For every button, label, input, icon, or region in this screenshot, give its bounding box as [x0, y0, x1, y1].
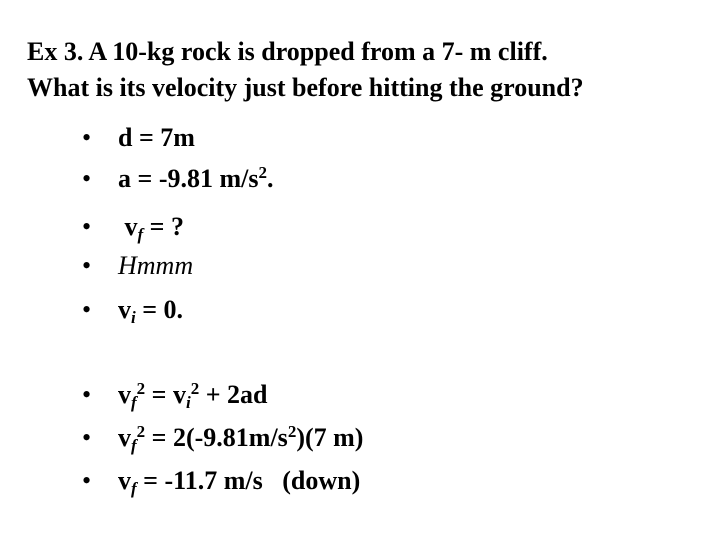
- eq1-subscript-2: i: [186, 393, 191, 412]
- equation-1: [82, 377, 268, 413]
- eq2-mid: = 2(-9.81m/s: [145, 423, 288, 452]
- equation-3: [82, 463, 360, 499]
- bullet-icon: •: [82, 380, 92, 409]
- hmmm-text: Hmmm: [118, 251, 194, 280]
- eq3-subscript: f: [131, 479, 137, 498]
- acceleration-tail: .: [266, 164, 274, 193]
- eq3-v: v: [118, 466, 131, 495]
- slide-title: [27, 34, 707, 106]
- given-acceleration: [82, 161, 273, 197]
- initial-velocity-tail: = 0.: [135, 295, 184, 324]
- eq2-tail: )(7 m): [296, 423, 364, 452]
- eq2-exponent-2: 2: [287, 422, 297, 441]
- bullet-icon: •: [82, 466, 92, 495]
- given-final-velocity: [82, 209, 184, 245]
- bullet-icon: •: [82, 164, 92, 193]
- bullet-icon: •: [82, 251, 92, 280]
- eq1-tail: + 2ad: [199, 380, 268, 409]
- eq2-exponent: 2: [136, 422, 146, 441]
- final-velocity-subscript: f: [137, 225, 144, 244]
- eq1-exponent: 2: [136, 379, 146, 398]
- final-velocity-symbol: v: [124, 212, 138, 241]
- eq1-v: v: [118, 380, 131, 409]
- title-line-2: What is its velocity just before hitting the ground?: [27, 73, 584, 102]
- equation-2: [82, 420, 363, 456]
- eq1-exponent-2: 2: [190, 379, 200, 398]
- distance-text: d = 7m: [118, 123, 195, 152]
- initial-velocity-symbol: v: [118, 295, 131, 324]
- bullet-icon: •: [82, 123, 92, 152]
- initial-velocity-subscript: i: [131, 308, 136, 327]
- eq2-v: v: [118, 423, 131, 452]
- bullet-icon: •: [82, 295, 92, 324]
- given-initial-velocity: [82, 292, 183, 328]
- eq1-mid: = v: [145, 380, 186, 409]
- acceleration-text: a = -9.81 m/s: [118, 164, 259, 193]
- eq1-subscript: f: [131, 393, 137, 412]
- eq2-subscript: f: [131, 436, 137, 455]
- given-distance: [82, 120, 195, 156]
- bullet-icon: •: [82, 212, 92, 241]
- eq3-tail: = -11.7 m/s (down): [136, 466, 361, 495]
- bullet-icon: •: [82, 423, 92, 452]
- given-hmmm: [82, 248, 193, 284]
- acceleration-exponent: 2: [258, 163, 267, 182]
- title-line-1: Ex 3. A 10-kg rock is dropped from a 7- m cliff.: [27, 37, 548, 66]
- final-velocity-tail: = ?: [143, 212, 184, 241]
